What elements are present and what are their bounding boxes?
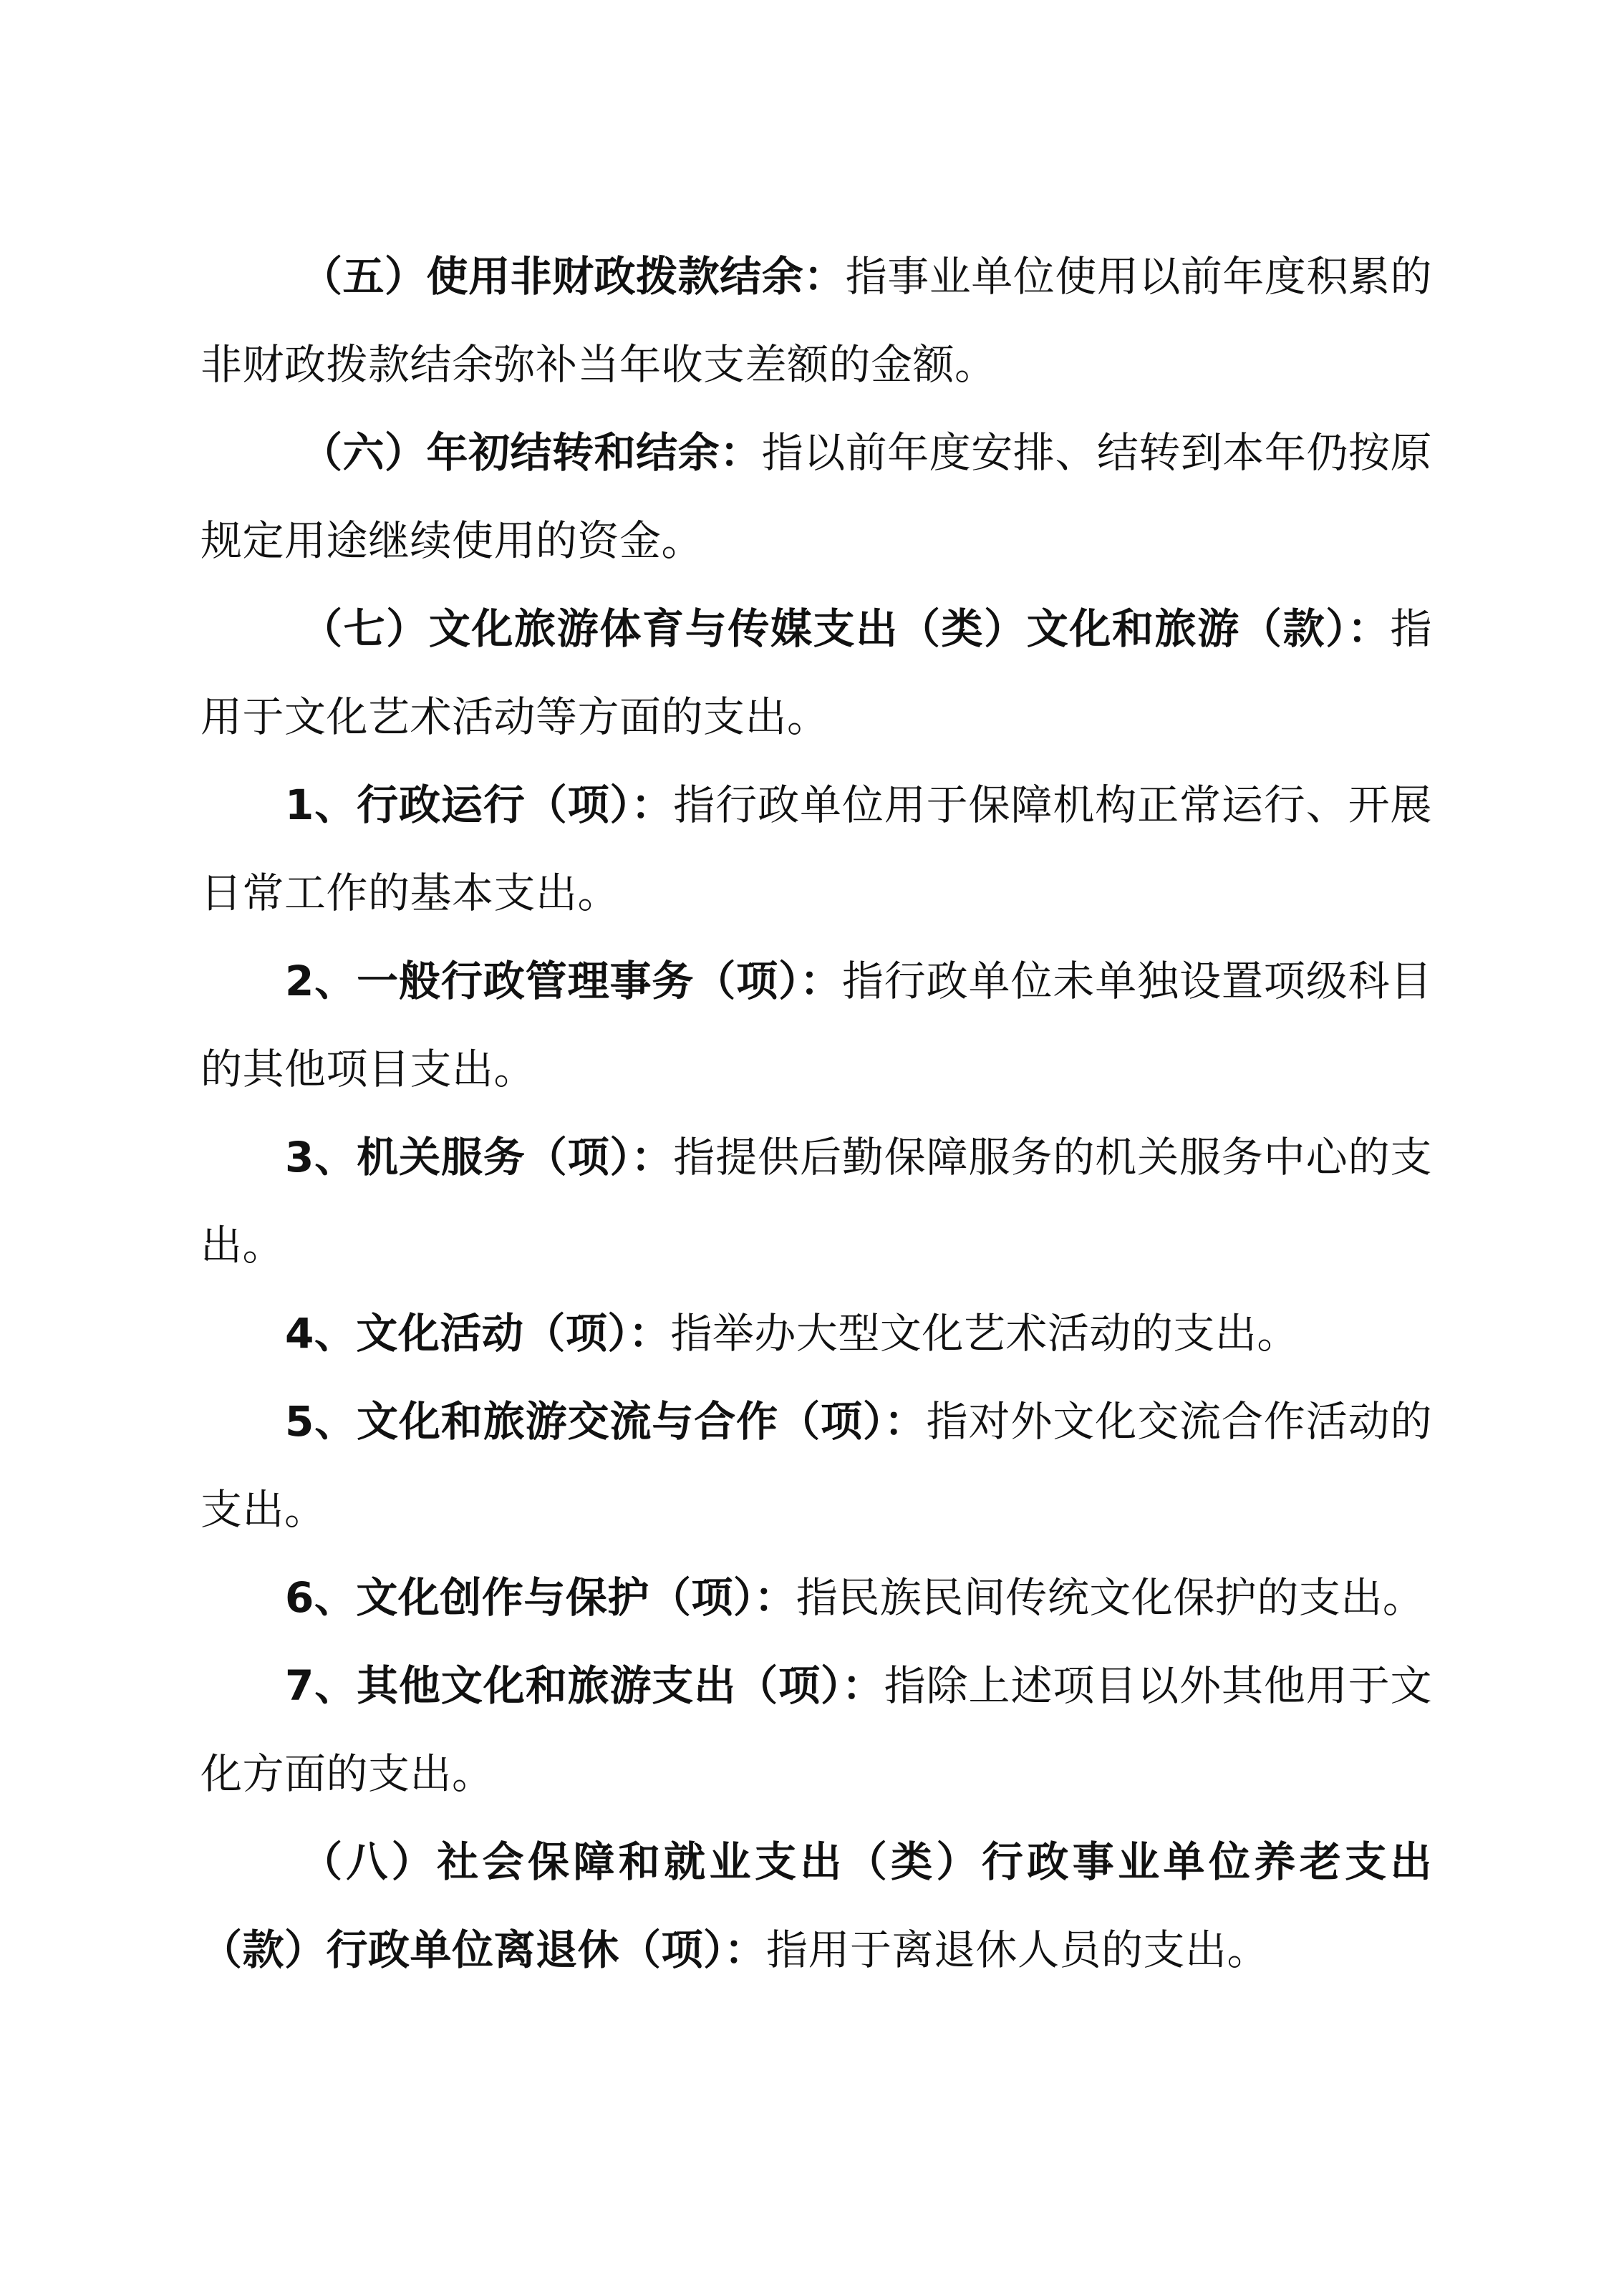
paragraph-item-7 xyxy=(200,1642,1432,1818)
document-page xyxy=(200,233,1432,1994)
paragraph-text: 指举办大型文化艺术活动的支出。 xyxy=(670,1309,1299,1358)
paragraph-text: 指用于文化艺术活动等方面的支出。 xyxy=(200,604,1432,741)
paragraph-item-6 xyxy=(200,1554,1432,1642)
paragraph-eight xyxy=(200,1818,1432,1994)
paragraph-heading: 5、文化和旅游交流与合作（项）： xyxy=(285,1397,927,1446)
paragraph-text: 指民族民间传统文化保护的支出。 xyxy=(796,1573,1425,1622)
paragraph-heading: 7、其他文化和旅游支出（项）： xyxy=(285,1661,884,1710)
paragraph-heading: 2、一般行政管理事务（项）： xyxy=(285,957,842,1005)
paragraph-heading: 6、文化创作与保护（项）： xyxy=(285,1573,796,1622)
paragraph-text: 指行政单位未单独设置项级科目的其他项目支出。 xyxy=(200,957,1432,1093)
paragraph-seven xyxy=(200,585,1432,761)
paragraph-text: 指以前年度安排、结转到本年仍按原规定用途继续使用的资金。 xyxy=(200,428,1432,565)
paragraph-heading: 1、行政运行（项）： xyxy=(285,781,674,829)
paragraph-text: 指事业单位使用以前年度积累的非财政拨款结余弥补当年收支差额的金额。 xyxy=(200,252,1432,389)
paragraph-heading: （五）使用非财政拨款结余： xyxy=(301,252,846,301)
paragraph-text: 指提供后勤保障服务的机关服务中心的支出。 xyxy=(200,1133,1432,1270)
paragraph-item-4 xyxy=(200,1290,1432,1378)
paragraph-item-5 xyxy=(200,1378,1432,1554)
paragraph-heading: 4、文化活动（项）： xyxy=(285,1309,671,1358)
paragraph-text: 指用于离退休人员的支出。 xyxy=(766,1926,1270,1974)
paragraph-five xyxy=(200,233,1432,409)
paragraph-six xyxy=(200,409,1432,585)
paragraph-text: 指除上述项目以外其他用于文化方面的支出。 xyxy=(200,1661,1432,1798)
paragraph-item-1 xyxy=(200,761,1432,937)
paragraph-heading: （七）文化旅游体育与传媒支出（类）文化和旅游（款）： xyxy=(301,604,1391,653)
paragraph-text: 指对外文化交流合作活动的支出。 xyxy=(200,1397,1432,1534)
paragraph-item-2 xyxy=(200,937,1432,1113)
paragraph-item-3 xyxy=(200,1113,1432,1290)
paragraph-heading: 3、机关服务（项）： xyxy=(285,1133,674,1182)
paragraph-text: 指行政单位用于保障机构正常运行、开展日常工作的基本支出。 xyxy=(200,781,1432,917)
paragraph-heading: （八）社会保障和就业支出（类）行政事业单位养老支出（款）行政单位离退休（项）： xyxy=(200,1837,1432,1974)
paragraph-heading: （六）年初结转和结余： xyxy=(301,428,762,477)
